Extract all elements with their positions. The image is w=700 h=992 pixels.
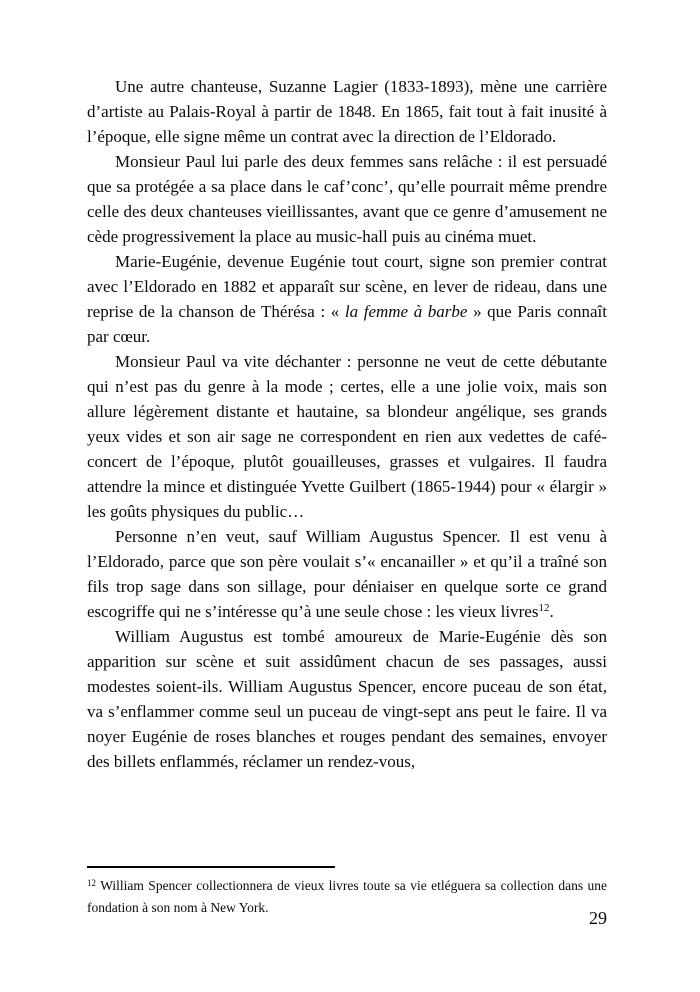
footnote-separator-rule [87,866,335,868]
text-run: Monsieur Paul lui parle des deux femmes sans relâche : il est persuadé que sa protégée a sa place dans le caf’conc’, qu’elle pourrait même prendre celle des deux chanteuses vieillissantes, avant que ce genre d’amusement ne cède progressivement la place au music-hall puis au cinéma muet. [87,152,607,246]
footnote-marker: 12 [87,878,96,888]
italic-text-run: la femme à barbe [344,302,468,321]
text-run: William Augustus est tombé amoureux de Marie-Eugénie dès son apparition sur scène et suit assidûment chacun de ses passages, aussi modestes soient-ils. William Augustus Spencer, encore puceau de son état, va s’enflammer comme seul un puceau de vingt-sept ans peut le faire. Il va noyer Eugénie de roses blanches et rouges pendant des semaines, envoyer des billets enflammés, réclamer un rendez-vous, [87,627,607,771]
paragraph [87,349,607,524]
text-run: Une autre chanteuse, Suzanne Lagier (1833-1893), mène une carrière d’artiste au Palais-Royal à partir de 1848. En 1865, fait tout à fait inusité à l’époque, elle signe même un contrat avec la direction de l’Eldorado. [87,77,607,146]
paragraph [87,524,607,624]
footnote-body: William Spencer collectionnera de vieux livres toute sa vie etléguera sa collection dans une fondation à son nom à New York. [87,878,607,915]
paragraphs-container [87,74,607,774]
page-number: 29 [589,908,607,928]
text-run: . [549,602,554,621]
text-run: Marie-Eugénie, devenue Eugénie tout court, signe son premier contrat avec l’Eldorado en 1882 et apparaît sur scène, en lever de rideau, dans une reprise de la chanson de Thérésa : « [87,252,607,321]
text-run: Monsieur Paul va vite déchanter : personne ne veut de cette débutante qui n’est pas du genre à la mode ; certes, elle a une jolie voix, mais son allure légèrement distante et hautaine, sa blondeur angélique, ses grands yeux vides et son air sage ne correspondent en rien aux vedettes de café-concert de l’époque, plutôt gouailleuses, grasses et vulgaires. Il faudra attendre la mince et distinguée Yvette Guilbert (1865-1944) pour « élargir » les goûts physiques du public… [87,352,607,521]
text-run: Personne n’en veut, sauf William Augustus Spencer. Il est venu à l’Eldorado, parce que son père voulait s’« encanailler » et qu’il a traîné son fils trop sage dans son sillage, pour déniaiser en quelque sorte ce grand escogriffe qui ne s’intéresse qu’à une seule chose : les vieux livres [87,527,607,621]
paragraph [87,149,607,249]
text-run: » que Paris connaît par cœur. [87,302,607,346]
footnote-reference: 12 [538,602,550,614]
paragraph [87,624,607,774]
paragraph [87,249,607,349]
paragraph [87,74,607,149]
